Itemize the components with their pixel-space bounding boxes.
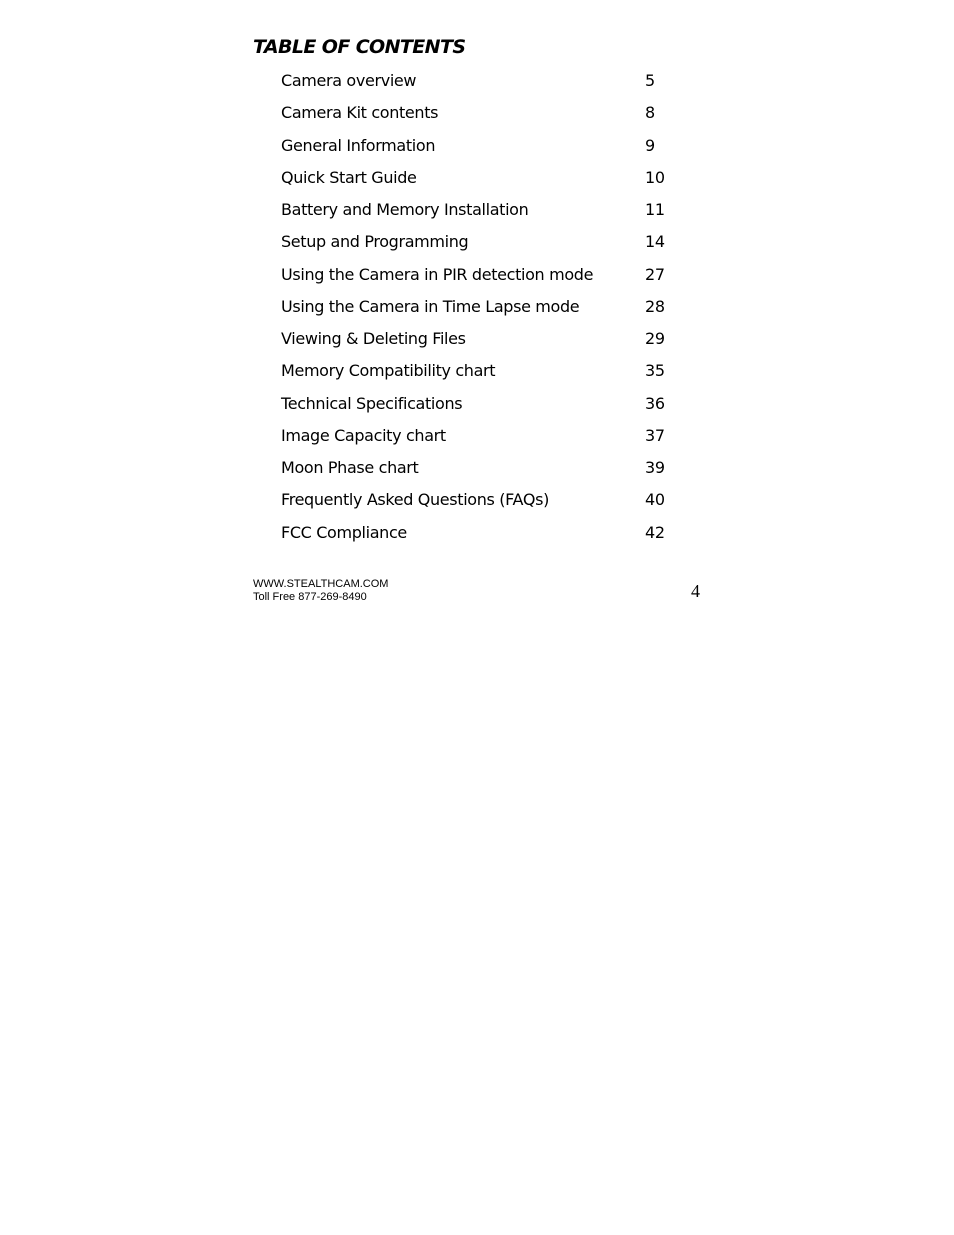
toc-entry-label: Image Capacity chart <box>281 425 446 445</box>
page-footer <box>253 578 388 604</box>
toc-entry-camera-overview <box>281 68 701 100</box>
toc-entry-battery-memory-installation <box>281 197 701 229</box>
toc-entry-technical-specifications <box>281 391 701 423</box>
toc-entry-page: 35 <box>645 361 665 381</box>
toc-entry-memory-compatibility-chart <box>281 358 701 390</box>
toc-entry-page: 10 <box>645 167 665 187</box>
toc-entry-page: 9 <box>645 135 655 155</box>
toc-entry-page: 27 <box>645 264 665 284</box>
toc-entry-quick-start-guide <box>281 165 701 197</box>
toc-entry-label: Technical Specifications <box>281 393 463 413</box>
table-of-contents <box>281 68 701 552</box>
footer-phone: Toll Free 877-269-8490 <box>253 591 367 603</box>
toc-entry-label: Memory Compatibility chart <box>281 361 496 381</box>
toc-entry-label: Moon Phase chart <box>281 458 419 477</box>
toc-entry-page: 14 <box>645 232 665 252</box>
toc-entry-page: 5 <box>645 71 655 90</box>
toc-entry-label: Quick Start Guide <box>281 167 417 187</box>
toc-entry-page: 28 <box>645 296 665 316</box>
toc-entry-label: Using the Camera in PIR detection mode <box>281 264 594 284</box>
toc-entry-image-capacity-chart <box>281 423 701 455</box>
toc-entry-page: 8 <box>645 103 655 123</box>
toc-entry-page: 29 <box>645 329 665 348</box>
toc-entry-general-information <box>281 133 701 165</box>
footer-website: WWW.STEALTHCAM.COM <box>253 578 389 590</box>
toc-entry-label: Using the Camera in Time Lapse mode <box>281 296 580 316</box>
toc-entry-camera-kit-contents <box>281 100 701 132</box>
toc-entry-setup-programming <box>281 229 701 261</box>
toc-entry-label: Camera overview <box>281 71 417 90</box>
toc-entry-faqs <box>281 487 701 519</box>
toc-entry-label: Camera Kit contents <box>281 103 439 123</box>
toc-entry-viewing-deleting-files <box>281 326 701 358</box>
page-number: 4 <box>691 581 700 601</box>
toc-entry-label: Setup and Programming <box>281 232 469 252</box>
toc-entry-label: Viewing & Deleting Files <box>281 329 466 348</box>
toc-entry-label: General Information <box>281 135 436 155</box>
toc-entry-fcc-compliance <box>281 520 701 552</box>
toc-entry-page: 11 <box>645 200 665 219</box>
toc-entry-label: FCC Compliance <box>281 522 407 542</box>
toc-entry-pir-detection-mode <box>281 262 701 294</box>
toc-entry-label: Frequently Asked Questions (FAQs) <box>281 490 549 510</box>
toc-entry-page: 39 <box>645 458 665 477</box>
toc-entry-page: 36 <box>645 393 665 413</box>
toc-entry-page: 40 <box>645 490 665 510</box>
toc-entry-page: 37 <box>645 425 665 445</box>
toc-entry-page: 42 <box>645 522 665 542</box>
toc-entry-label: Battery and Memory Installation <box>281 200 529 219</box>
toc-entry-moon-phase-chart <box>281 455 701 487</box>
toc-entry-time-lapse-mode <box>281 294 701 326</box>
page-title: TABLE OF CONTENTS <box>253 36 466 58</box>
